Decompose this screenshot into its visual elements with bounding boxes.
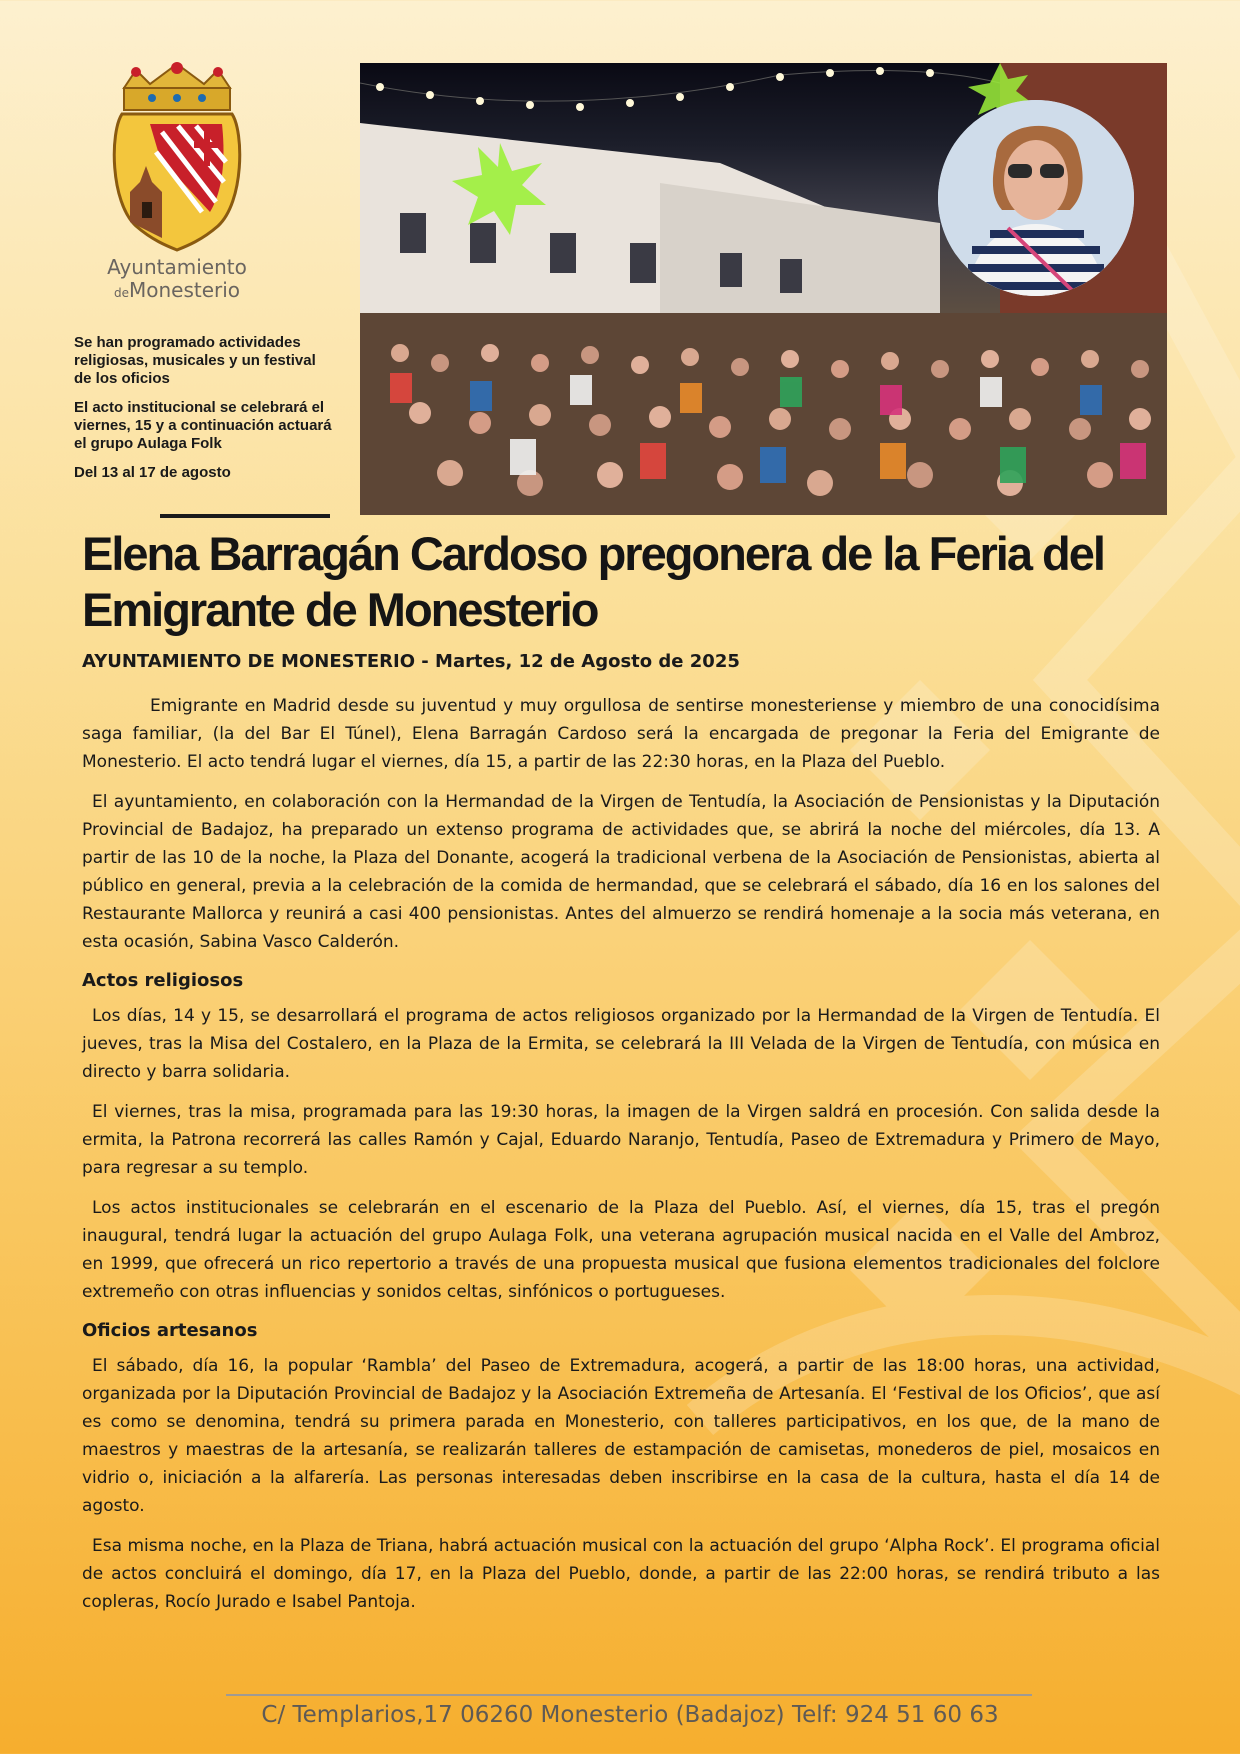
paragraph-2: El ayuntamiento, en colaboración con la Hermandad de la Virgen de Tentudía, la Asociación de Pensionistas y la Diputación Provincial de Badajoz, ha preparado un extenso programa de actividades que, se abrirá la noche del miércoles, día 13. A partir de las 10 de la noche, la Plaza del Donante, acogerá la tradicional verbena de la Asociación de Pensionistas, abierta al público en general, previa a la celebración de la comida de hermandad, que se celebrará el sábado, día 16 en los salones del Restaurante Mallorca y reunirá a casi 400 pensionistas. Antes del almuerzo se rendirá homenaje a la socia más veterana, en esta ocasión, Sabina Vasco Calderón. — [82, 792, 1160, 952]
paragraph-5: Los actos institucionales se celebrarán en el escenario de la Plaza del Pueblo. Así, el viernes, día 15, tras el pregón inaugural, tendrá lugar la actuación del grupo Aulaga Folk, una veterana agrupación musical nacida en el Valle del Ambroz, en 1999, que ofrecerá un rico repertorio a través de una propuesta musical que fusiona elementos tradicionales del folclore extremeño con otras influencias y sonidos celtas, sinfónicos o portugueses. — [82, 1198, 1160, 1302]
portrait-illustration — [938, 100, 1134, 296]
logo-line-2-main: Monesterio — [128, 278, 241, 302]
paragraph-4: El viernes, tras la misa, programada para las 19:30 horas, la imagen de la Virgen saldrá en procesión. Con salida desde la ermita, la Patrona recorrerá las calles Ramón y Cajal, Eduardo Naranjo, Tentudía, Paseo de Extremadura y Primero de Mayo, para regresar a su templo. — [82, 1102, 1160, 1178]
footer-rule — [226, 1694, 1032, 1696]
paragraph-3: Los días, 14 y 15, se desarrollará el programa de actos religiosos organizado por la Hermandad de la Virgen de Tentudía. El jueves, tras la Misa del Costalero, en la Plaza de la Ermita, se celebrará la III Velada de la Virgen de Tentudía, con música en directo y barra solidaria. — [82, 1006, 1160, 1082]
heading-actos-religiosos: Actos religiosos — [82, 970, 244, 991]
highlight-2: El acto institucional se celebrará el viernes, 15 y a continuación actuará el grupo Aulaga Folk — [74, 399, 332, 452]
portrait-photo — [938, 100, 1134, 296]
sidebar-highlights — [74, 334, 334, 493]
logo-line-2-small: de — [113, 286, 129, 300]
paragraph-7: Esa misma noche, en la Plaza de Triana, habrá actuación musical con la actuación del grupo ‘Alpha Rock’. El programa oficial de actos concluirá el domingo, día 17, en la Plaza del Pueblo, donde, a partir de las 22:00 horas, se rendirá tributo a las copleras, Rocío Jurado e Isabel Pantoja. — [82, 1536, 1160, 1612]
highlight-1: Se han programado actividades religiosas, musicales y un festival de los oficios — [74, 334, 316, 387]
article-body — [82, 692, 1160, 1628]
article-title: Elena Barragán Cardoso pregonera de la Feria del Emigrante de Monesterio — [82, 527, 1104, 636]
heading-oficios-artesanos: Oficios artesanos — [82, 1320, 258, 1341]
article-byline: AYUNTAMIENTO DE MONESTERIO - Martes, 12 de Agosto de 2025 — [82, 651, 740, 672]
paragraph-6: El sábado, día 16, la popular ‘Rambla’ del Paseo de Extremadura, acogerá, a partir de las 18:00 horas, una actividad, organizada por la Diputación Provincial de Badajoz y la Asociación Extremeña de Artesanía. El ‘Festival de los Oficios’, que así es como se denomina, tendrá su primera parada en Monesterio, con talleres participativos, en los que, de la mano de maestros y maestras de la artesanía, se realizarán talleres de estampación de camisetas, monederos de piel, mosaicos en vidrio o, iniciación a la alfarería. Las personas interesadas deben inscribirse en la casa de la cultura, hasta el día 14 de agosto. — [82, 1356, 1160, 1516]
logo-line-1: Ayuntamiento — [107, 255, 247, 279]
footer-address: C/ Templarios,17 06260 Monesterio (Badajoz) Telf: 924 51 60 63 — [261, 1702, 999, 1728]
logo-line-2 — [92, 279, 262, 305]
sidebar-rule — [160, 514, 330, 518]
highlight-dates: Del 13 al 17 de agosto — [74, 464, 231, 481]
logo-text — [92, 256, 262, 305]
paragraph-1: Emigrante en Madrid desde su juventud y muy orgullosa de sentirse monesteriense y miembro de una conocidísima saga familiar, (la del Bar El Túnel), Elena Barragán Cardoso será la encargada de pregonar la Feria del Emigrante de Monesterio. El acto tendrá lugar el viernes, día 15, a partir de las 22:30 horas, en la Plaza del Pueblo. — [82, 696, 1160, 772]
